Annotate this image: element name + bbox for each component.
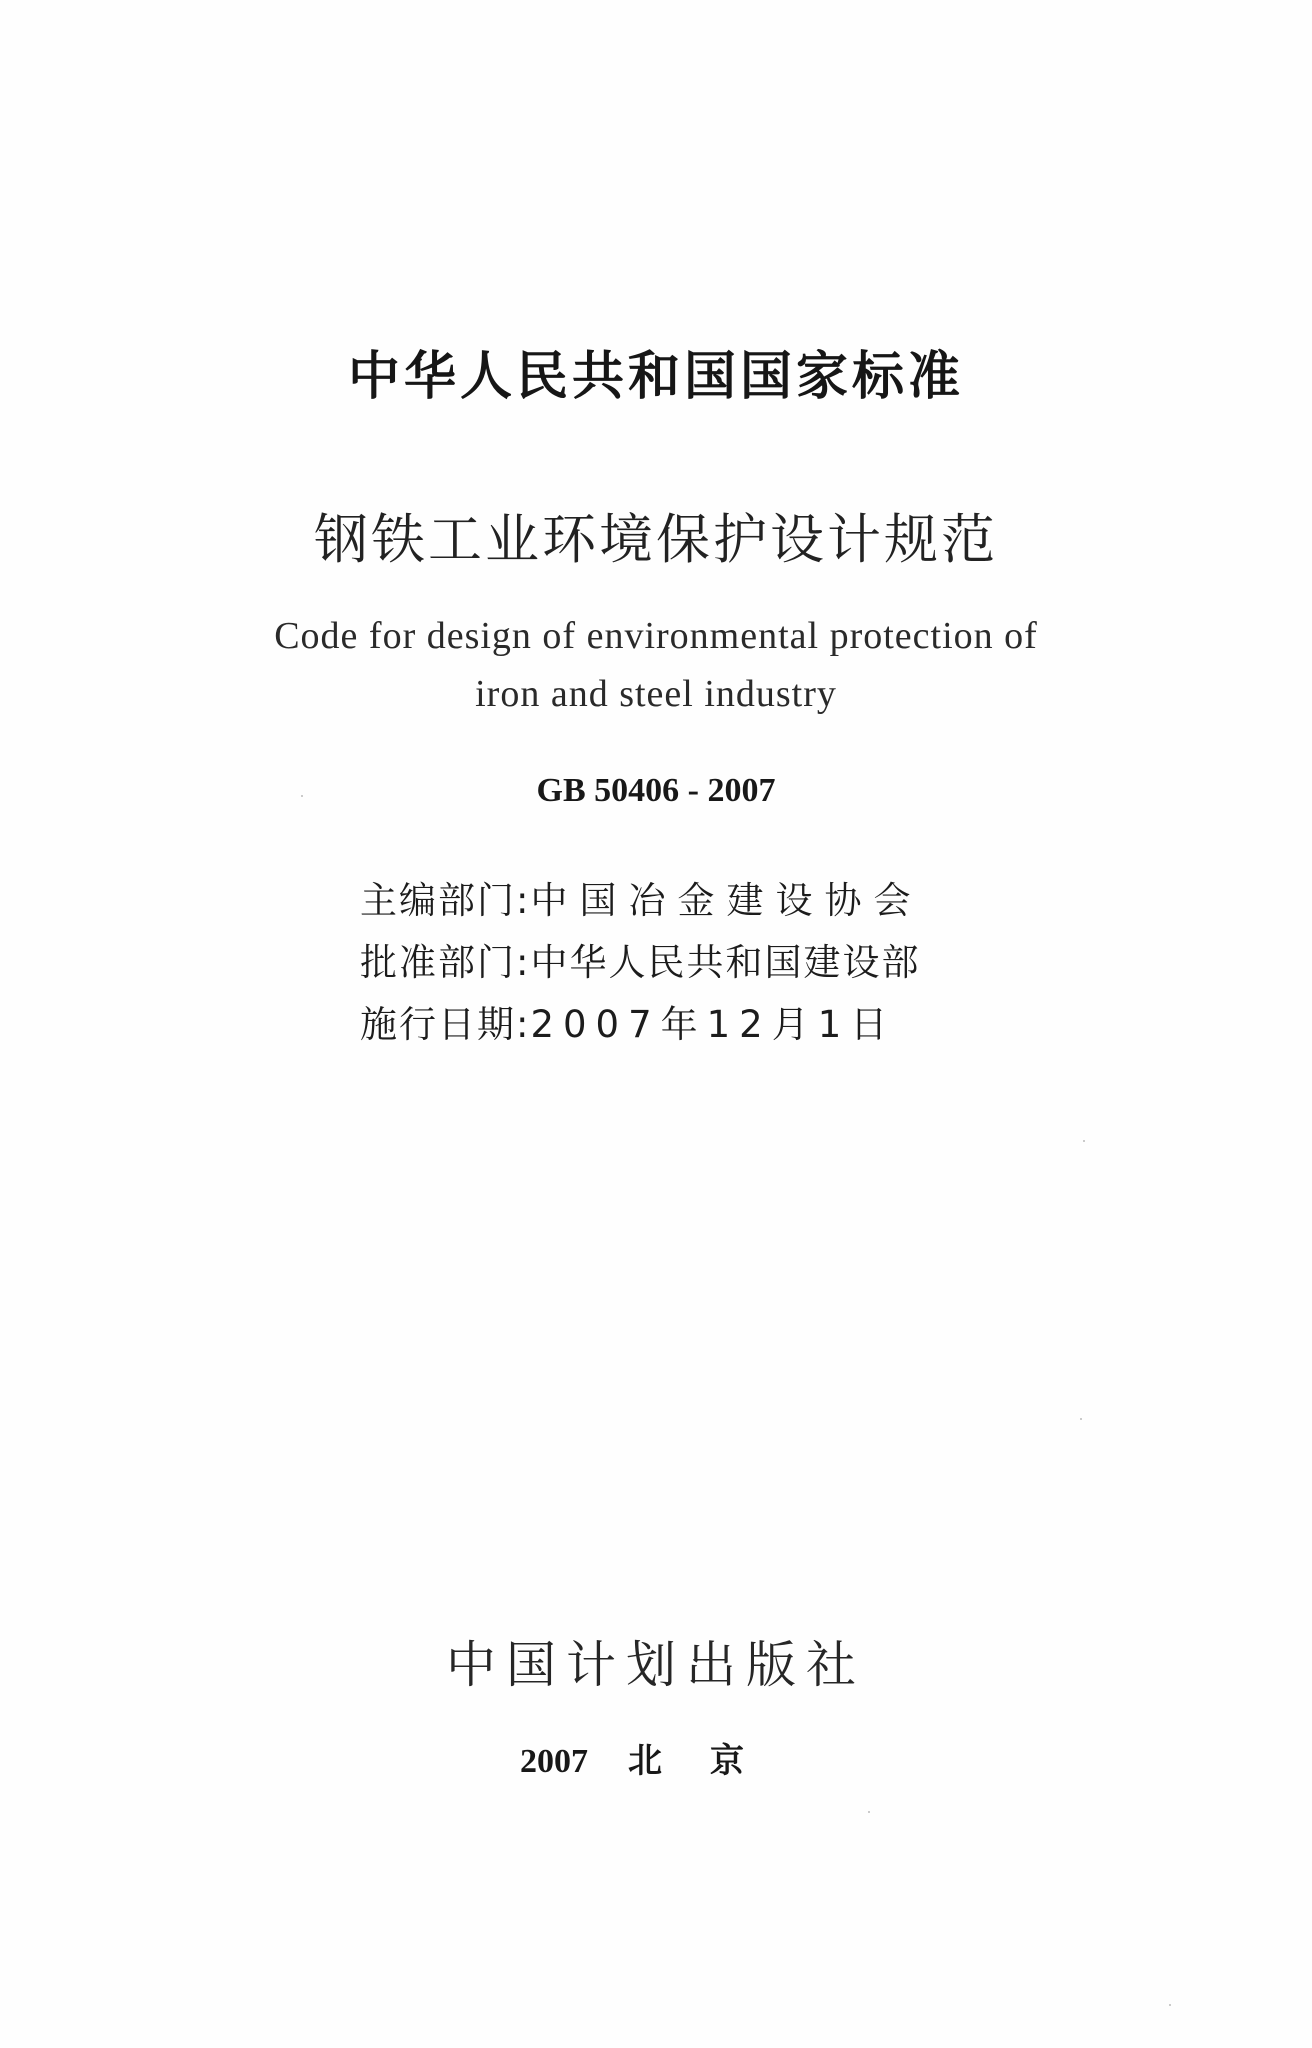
effective-date-row [360, 994, 1060, 1056]
english-title-line-2: iron and steel industry [475, 673, 837, 715]
national-standard-heading: 中华人民共和国国家标准 [347, 347, 964, 407]
scan-speck [868, 1811, 870, 1813]
chief-editor-row [360, 870, 1060, 932]
chinese-title: 钢铁工业环境保护设计规范 [314, 508, 998, 571]
approval-label: 批准部门: [360, 941, 531, 984]
publication-city: 北京 [628, 1741, 792, 1781]
standard-code: GB 50406 - 2007 [536, 772, 776, 809]
chief-editor-label: 主编部门: [360, 879, 531, 922]
publication-year-city [0, 1733, 1312, 1782]
scan-speck [1083, 1140, 1085, 1142]
publication-year: 2007 [520, 1743, 588, 1780]
english-title-line-1: Code for design of environmental protection of [274, 615, 1038, 657]
chief-editor-value: 中国冶金建设协会 [530, 879, 923, 922]
info-block [360, 870, 1060, 1056]
scan-speck [1080, 1418, 1082, 1420]
effective-date-label: 施行日期: [360, 1003, 531, 1046]
publisher-name: 中国计划出版社 [446, 1636, 866, 1694]
approval-value: 中华人民共和国建设部 [530, 941, 921, 984]
effective-date-value: 2007年12月1日 [530, 1003, 897, 1046]
approval-row [360, 932, 1060, 994]
scan-speck [301, 795, 303, 797]
scan-speck [1169, 2004, 1171, 2006]
